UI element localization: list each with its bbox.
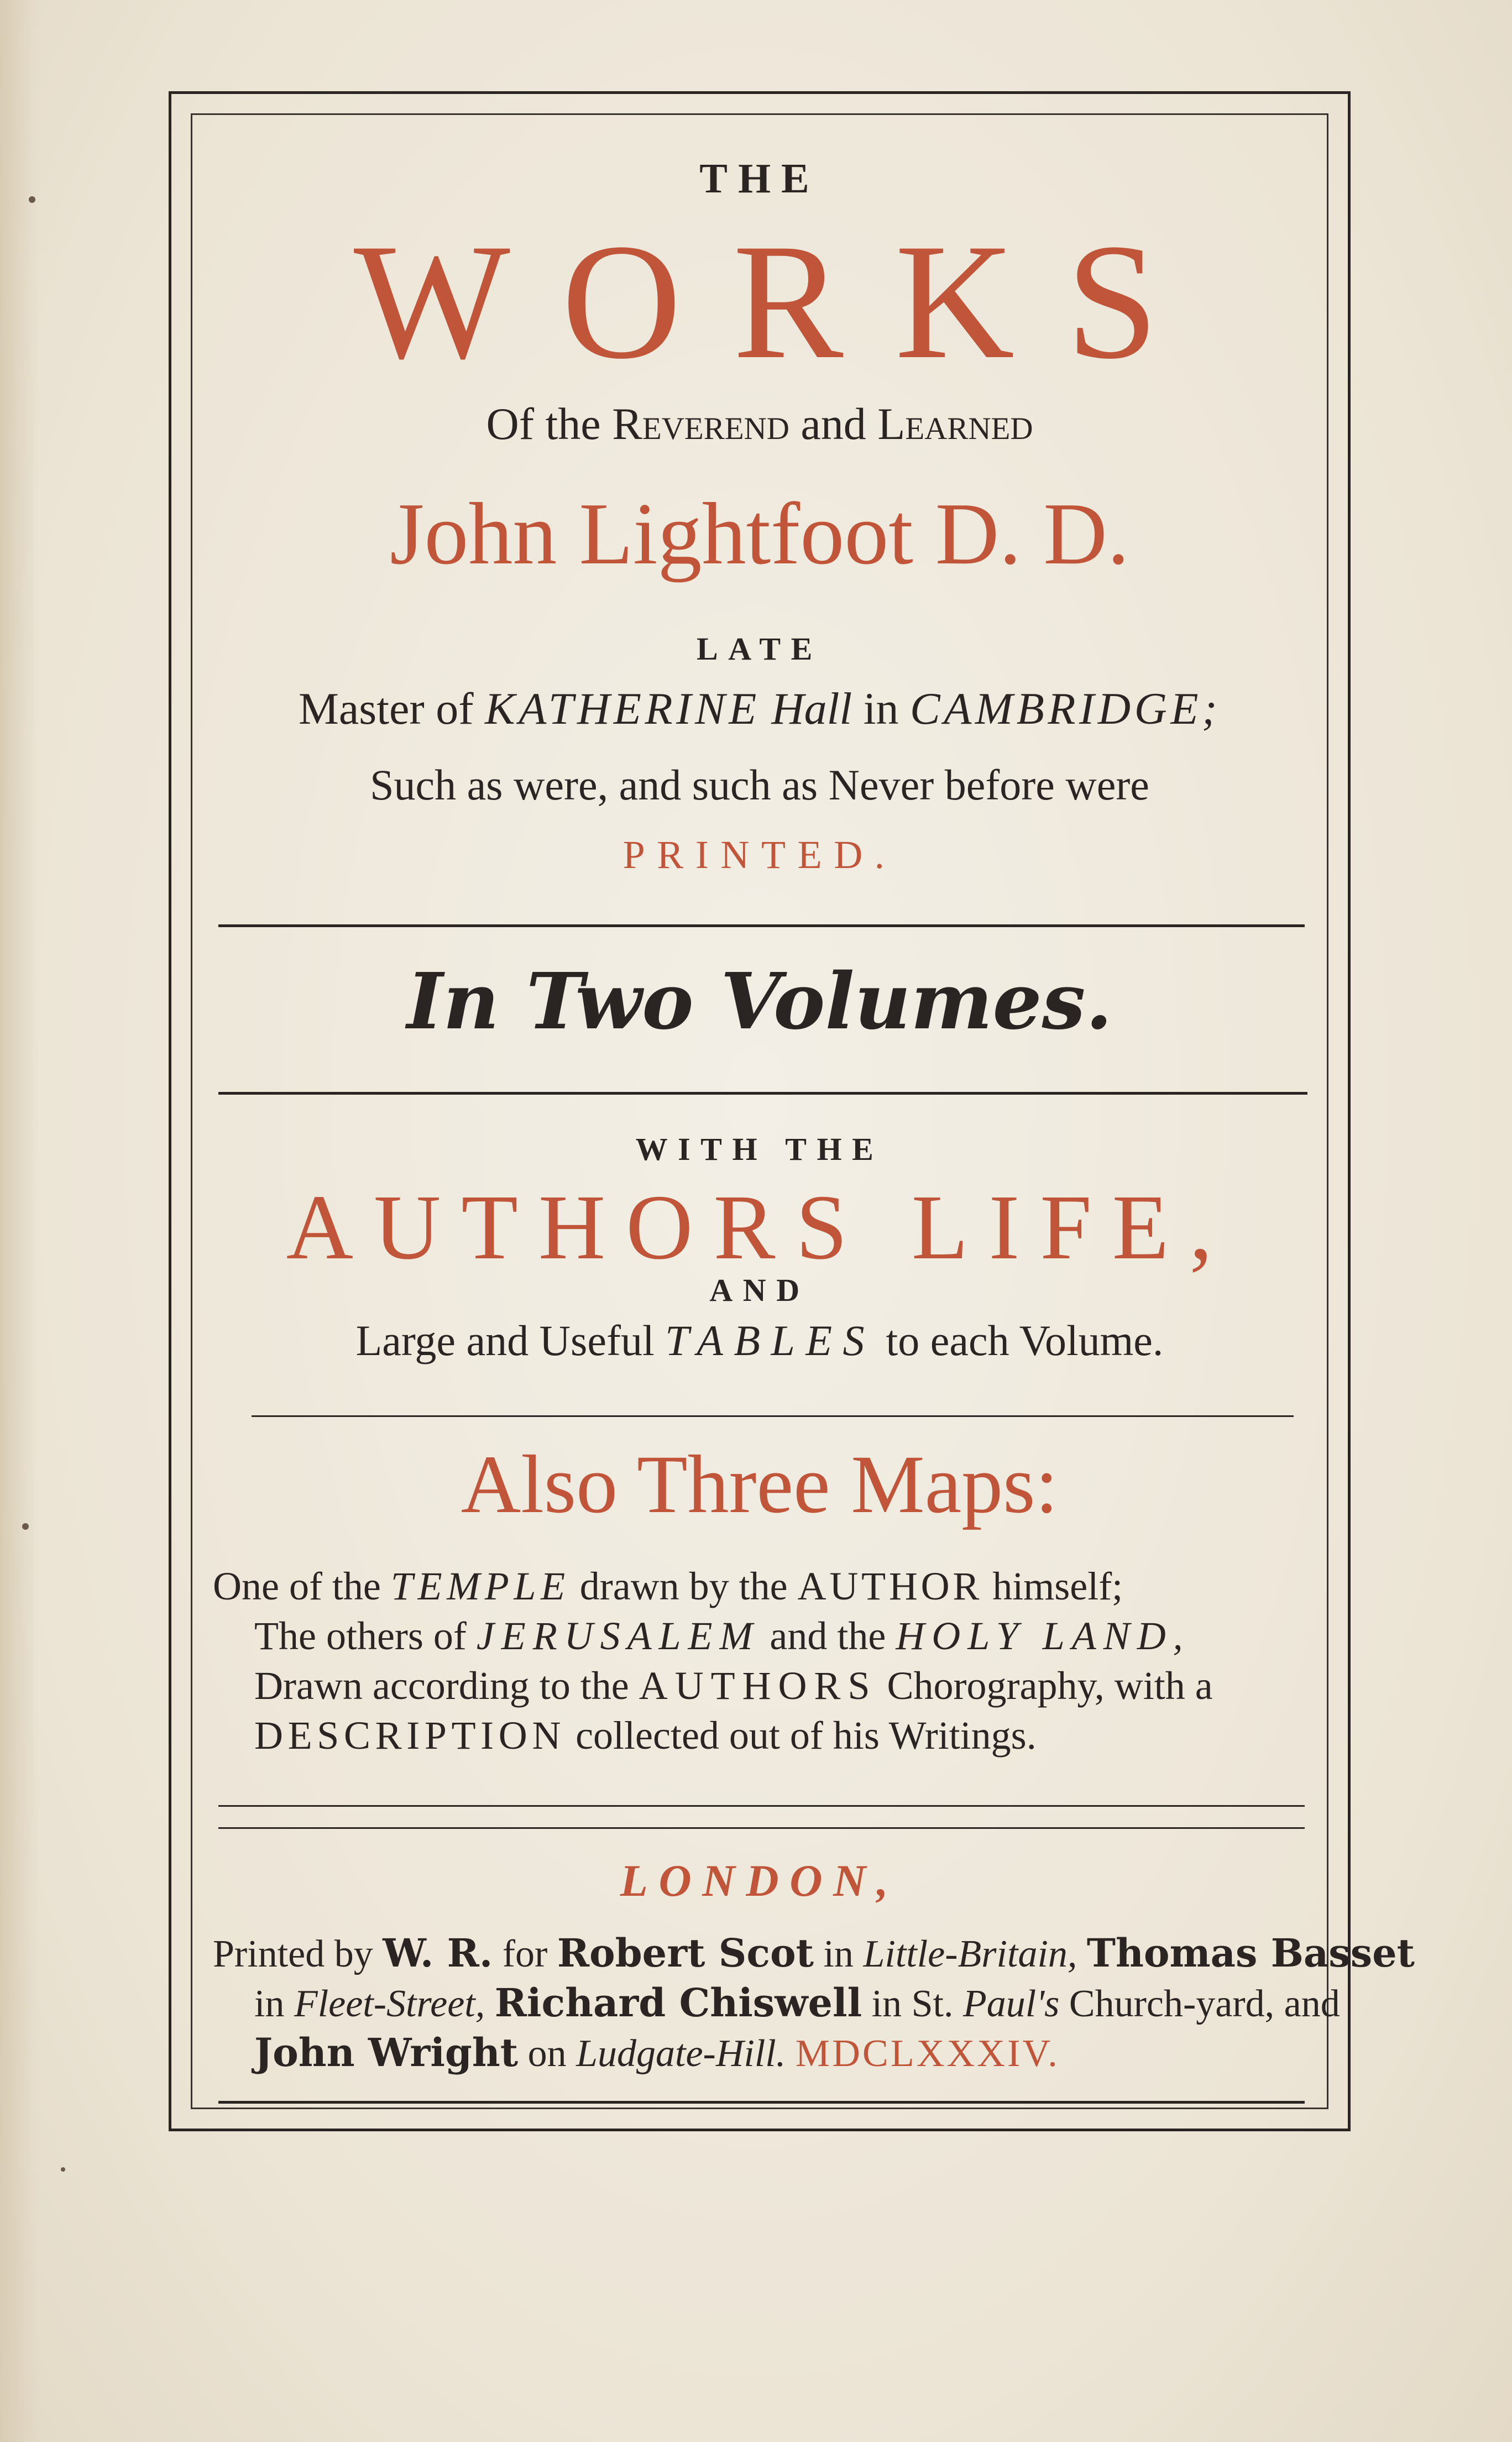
authors-life-label: AUTHORS LIFE,	[286, 1176, 1233, 1279]
ink-speck	[22, 1523, 29, 1530]
publication-year: MDCLXXXIV.	[795, 2032, 1060, 2075]
maps-heading: Also Three Maps:	[461, 1439, 1059, 1530]
rule-divider	[218, 1827, 1305, 1829]
rule-divider	[218, 924, 1305, 927]
maps-description-line-2: The others of JERUSALEM and the HOLY LAND,	[254, 1614, 1190, 1658]
imprint-line-2: in Fleet-Street, Richard Chiswell in St. Paul's Church-yard, and	[254, 1980, 1340, 2026]
late-label: LATE	[697, 631, 823, 667]
maps-description-line-4: DESCRIPTION collected out of his Writings.	[254, 1713, 1037, 1758]
volumes-label: In Two Volumes.	[406, 956, 1113, 1047]
page-gutter-shadow	[0, 0, 39, 2442]
ink-speck	[61, 2167, 65, 2172]
maps-description-line-1: One of the TEMPLE drawn by the AUTHOR himself;	[213, 1564, 1123, 1608]
with-the-label: WITH THE	[635, 1131, 884, 1167]
master-line: Master of KATHERINE Hall in CAMBRIDGE;	[299, 683, 1221, 734]
imprint-line-1: Printed by W. R. for Robert Scot in Little-Britain, Thomas Basset	[213, 1930, 1415, 1976]
maps-description-line-3: Drawn according to the AUTHORS Chorography, with a	[254, 1664, 1213, 1708]
title-the: THE	[699, 155, 820, 202]
ink-speck	[29, 196, 35, 203]
and-label: AND	[709, 1272, 810, 1308]
rule-divider	[218, 2101, 1305, 2104]
imprint-line-3: John Wright on Ludgate-Hill. MDCLXXXIV.	[254, 2030, 1060, 2075]
london-label: LONDON,	[620, 1855, 899, 1906]
author-name: John Lightfoot D. D.	[390, 484, 1129, 583]
such-as-were-line: Such as were, and such as Never before were	[370, 761, 1149, 809]
tables-line: Large and Useful TABLES to each Volume.	[355, 1316, 1164, 1364]
reverend-learned-line: Of the Reverend and Learned	[486, 399, 1033, 449]
rule-divider	[218, 1805, 1305, 1807]
rule-divider	[218, 1092, 1307, 1095]
printed-label: PRINTED.	[622, 833, 897, 877]
rule-divider	[252, 1415, 1294, 1417]
title-works: WORKS	[353, 210, 1210, 393]
